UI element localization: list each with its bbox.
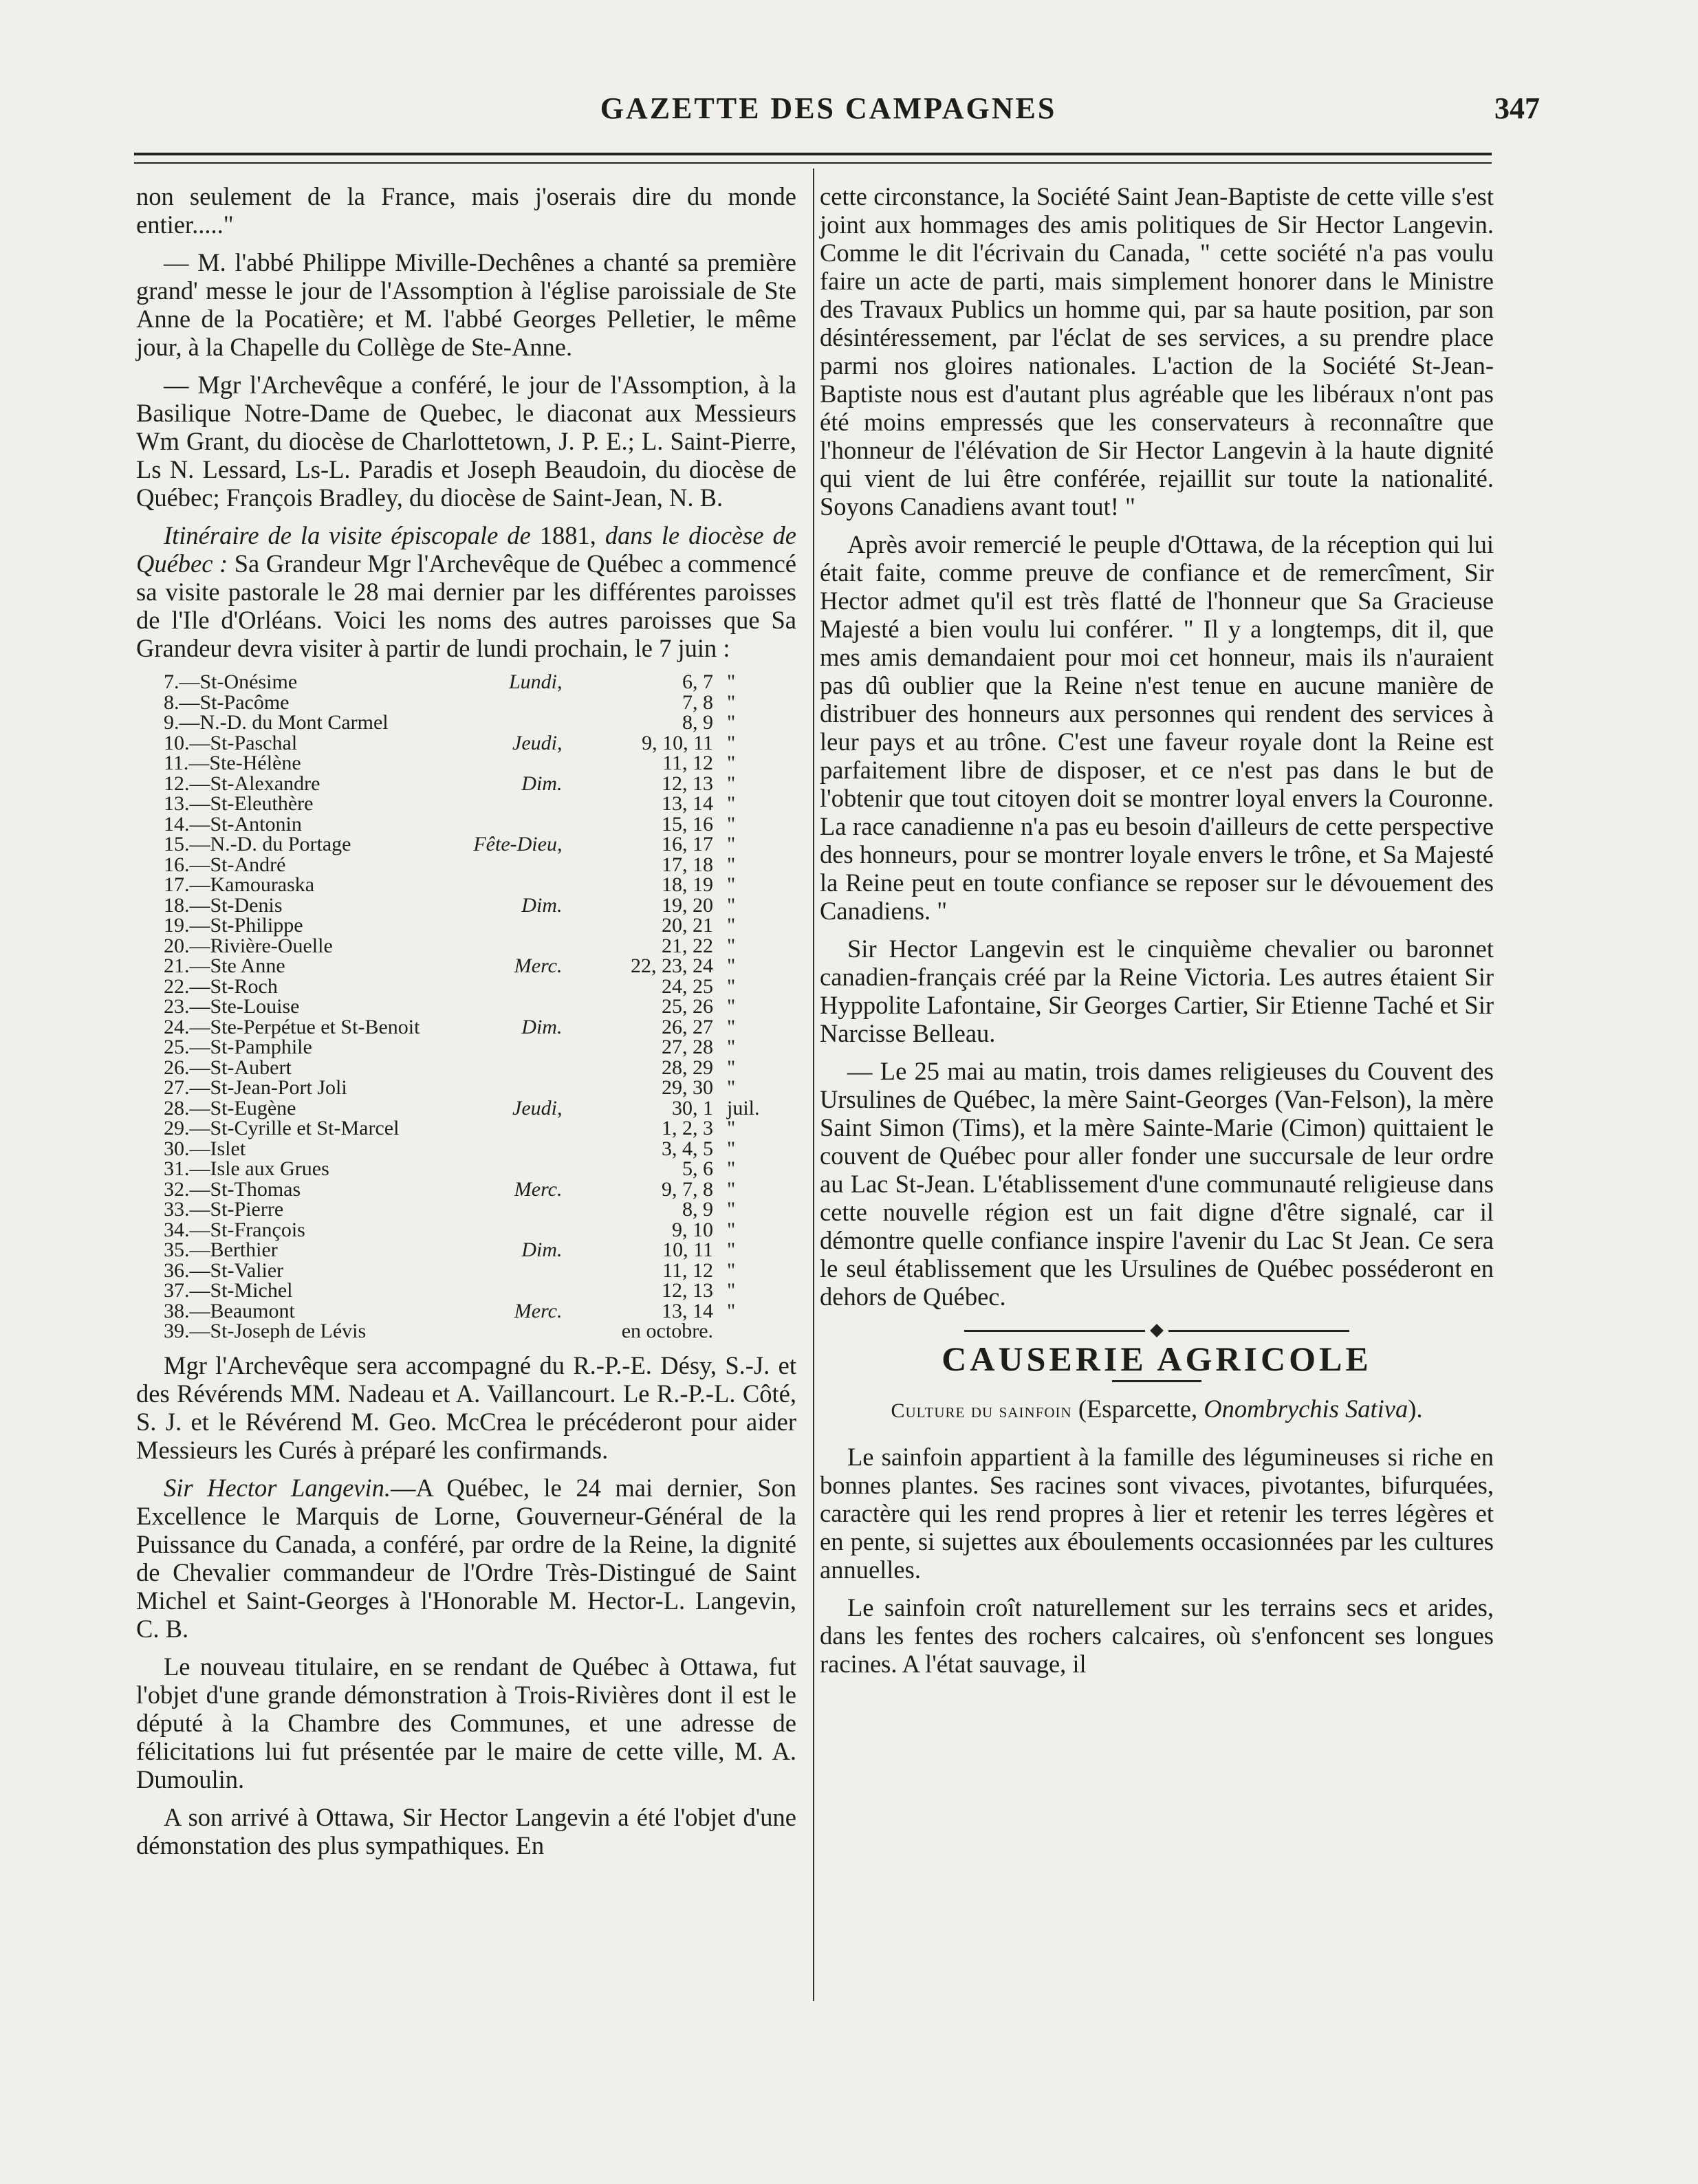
weekday	[471, 814, 573, 835]
weekday	[471, 1037, 573, 1058]
itinerary-row	[164, 996, 769, 1017]
itinerary-row	[164, 834, 769, 855]
ditto: "	[727, 792, 736, 815]
itinerary-row	[164, 976, 769, 997]
ditto: "	[727, 1056, 736, 1079]
itinerary-row	[164, 1118, 769, 1139]
itinerary-row	[164, 1058, 769, 1078]
parish-name: 19.—St-Philippe	[164, 914, 303, 937]
ditto: "	[727, 1036, 736, 1058]
paragraph: Le nouveau titulaire, en se rendant de Québec à Ottawa, fut l'objet d'une grande démonstration à Trois-Rivières dont il est le député à la Chambre des Communes, et une adresse de félicitations lui fut présentée par le maire de cette ville, M. A. Dumoulin.	[136, 1652, 796, 1793]
itinerary-row	[164, 794, 769, 814]
subheading	[820, 1395, 1494, 1425]
parish-name: 24.—Ste-Perpétue et St-Benoit	[164, 1015, 420, 1038]
subheading-lead: Culture du sainfoin	[891, 1399, 1072, 1422]
parish-name: 23.—Ste-Louise	[164, 995, 300, 1018]
dates: 6, 7	[682, 670, 714, 693]
itinerary-row	[164, 692, 769, 713]
parish-name: 34.—St-François	[164, 1218, 305, 1241]
weekday: Fête-Dieu,	[473, 833, 563, 855]
itinerary-row	[164, 915, 769, 936]
dates: 13, 14	[662, 792, 714, 815]
dates: 17, 18	[662, 853, 714, 876]
dates: 21, 22	[662, 934, 714, 957]
weekday	[471, 915, 573, 936]
itinerary-row	[164, 855, 769, 875]
paragraph: A son arrivé à Ottawa, Sir Hector Langevin a été l'objet d'une démonstation des plus sympathiques. En	[136, 1802, 796, 1859]
itinerary-row	[164, 1240, 769, 1260]
parish-name: 9.—N.-D. du Mont Carmel	[164, 711, 389, 734]
parish-name: 25.—St-Pamphile	[164, 1036, 312, 1058]
paragraph: non seulement de la France, mais j'oserais dire du monde entier....."	[136, 182, 796, 239]
ditto: "	[727, 1015, 736, 1038]
dates: 8, 9	[682, 1198, 714, 1221]
dates: 11, 12	[662, 752, 714, 774]
itinerary-row	[164, 875, 769, 895]
parish-name: 33.—St-Pierre	[164, 1198, 284, 1221]
header-rule-thin	[134, 162, 1492, 164]
weekday	[471, 855, 573, 875]
section-ornament	[964, 1326, 1349, 1335]
dates: 12, 13	[662, 1279, 714, 1302]
ditto: "	[727, 1137, 736, 1160]
parish-name: 12.—St-Alexandre	[164, 772, 320, 795]
article-heading: Sir Hector Langevin.	[164, 1473, 391, 1502]
parish-name: 16.—St-André	[164, 853, 286, 876]
dates: 3, 4, 5	[662, 1137, 714, 1160]
itinerary-intro	[136, 521, 796, 662]
dates: 16, 17	[662, 833, 714, 855]
itinerary-row	[164, 1301, 769, 1322]
ditto: "	[727, 731, 736, 754]
ditto: "	[727, 1299, 736, 1322]
parish-name: 10.—St-Paschal	[164, 731, 298, 754]
parish-name: 15.—N.-D. du Portage	[164, 833, 351, 855]
page-header	[117, 91, 1540, 132]
itinerary-row	[164, 895, 769, 916]
weekday: Merc.	[514, 1177, 563, 1201]
weekday: Jeudi,	[512, 731, 563, 754]
dates: 9, 10, 11	[642, 731, 714, 754]
weekday	[471, 875, 573, 895]
ditto: "	[727, 914, 736, 937]
paragraph: — M. l'abbé Philippe Miville-Dechênes a chanté sa première grand' messe le jour de l'Assomption à l'église paroissiale de Ste Anne de la Pocatière; et M. l'abbé Georges Pelletier, le même jour, à la Chapelle du Collège de Ste-Anne.	[136, 248, 796, 361]
ditto: "	[727, 1218, 736, 1241]
dates: 26, 27	[662, 1015, 714, 1038]
dates: 8, 9	[682, 711, 714, 734]
subheading-text: (Esparcette,	[1071, 1395, 1204, 1423]
itinerary-heading-2: dans le diocèse de Québec :	[136, 521, 796, 578]
parish-name: 30.—Islet	[164, 1137, 246, 1160]
parish-name: 32.—St-Thomas	[164, 1177, 301, 1201]
weekday	[471, 753, 573, 774]
weekday	[471, 712, 573, 733]
itinerary-row	[164, 1220, 769, 1241]
dates: 29, 30	[662, 1076, 714, 1099]
parish-name: 35.—Berthier	[164, 1238, 278, 1261]
latin-name: Onombrychis Sativa	[1204, 1395, 1408, 1423]
dates: 11, 12	[662, 1258, 714, 1282]
parish-name: 37.—St-Michel	[164, 1279, 293, 1302]
ditto: "	[727, 812, 736, 836]
paragraph: — Le 25 mai au matin, trois dames religieuses du Couvent des Ursulines de Québec, la mère Saint-Georges (Van-Felson), la mère Saint Simon (Tims), et la mère Sainte-Marie (Cimon) quittaient le couvent de Québec pour aller fonder une succursale de leur ordre au Lac St-Jean. L'établissement d'une communauté religieuse dans cette nouvelle région est un fait digne d'être signalé, car il démontre quelle confiance inspire l'avenir du Lac St Jean. Ce sera le seul établissement que les Ursulines de Québec posséderont en dehors de Québec.	[820, 1057, 1494, 1311]
itinerary-row	[164, 712, 769, 733]
parish-name: 18.—St-Denis	[164, 893, 283, 917]
ditto: "	[727, 974, 736, 998]
weekday: Dim.	[521, 772, 563, 795]
page-number: 347	[1494, 91, 1540, 125]
itinerary-row	[164, 733, 769, 754]
weekday	[471, 1260, 573, 1281]
parish-name: 29.—St-Cyrille et St-Marcel	[164, 1117, 400, 1139]
itinerary-row	[164, 1037, 769, 1058]
itinerary-row	[164, 1179, 769, 1200]
ditto: "	[727, 995, 736, 1018]
ditto: "	[727, 853, 736, 876]
parish-name: 36.—St-Valier	[164, 1258, 284, 1282]
itinerary-row	[164, 1139, 769, 1159]
paragraph	[136, 1474, 796, 1643]
ditto: "	[727, 1117, 736, 1139]
dates: 20, 21	[662, 914, 714, 937]
paragraph: Le sainfoin croît naturellement sur les terrains secs et arides, dans les fentes des rochers calcaires, où s'enfoncent ses longues racines. A l'état sauvage, il	[820, 1593, 1494, 1678]
ditto: "	[727, 670, 736, 693]
ditto: "	[727, 711, 736, 734]
weekday	[471, 1280, 573, 1301]
paragraph: Après avoir remercié le peuple d'Ottawa, de la réception qui lui était faite, comme preuve de confiance et de remercîment, Sir Hector admet qu'il est très flatté de l'honneur que Sa Gracieuse Majesté a bien voulu lui conférer. " Il y a longtemps, dit il, que mes amis demandaient pour moi cet honneur, mais ils n'auraient pas dû oublier que la Reine n'est tenue en aucune manière de distribuer des honneurs aux personnes qui rendent des services à leur pays et au trône. C'est une faveur royale dont la Reine est parfaitement libre de disposer, et ce n'est pas dans le but de l'obtenir que tout citoyen doit se montrer loyal envers la Couronne. La race canadienne n'a pas eu besoin d'ailleurs de cette perspective des honneurs, pour se montrer loyale envers le trône, et Sa Majesté la Reine peut en toute confiance se reposer sur le dévouement des Canadiens. "	[820, 530, 1494, 925]
dates: 5, 6	[682, 1157, 714, 1180]
itinerary-row	[164, 1280, 769, 1301]
parish-name: 8.—St-Pacôme	[164, 690, 290, 714]
dates: 9, 7, 8	[662, 1177, 714, 1201]
weekday	[471, 976, 573, 997]
weekday	[471, 1220, 573, 1241]
paragraph: Mgr l'Archevêque sera accompagné du R.-P.-E. Désy, S.-J. et des Révérends MM. Nadeau et A. Vaillancourt. Le R.-P.-L. Côté, S. J. et le Révérend M. Geo. McCrea le précéderont pour aider Messieurs les Curés à préparé les confirmands.	[136, 1351, 796, 1464]
header-rule	[134, 153, 1492, 155]
parish-name: 38.—Beaumont	[164, 1299, 295, 1322]
weekday: Merc.	[514, 1299, 563, 1322]
weekday	[471, 794, 573, 814]
weekday: Dim.	[521, 1015, 563, 1038]
dates: 7, 8	[682, 690, 714, 714]
parish-name: 28.—St-Eugène	[164, 1096, 296, 1120]
title-rule	[1112, 1380, 1201, 1382]
paragraph: Sir Hector Langevin est le cinquième chevalier ou baronnet canadien-français créé par la Reine Victoria. Les autres étaient Sir Hyppolite Lafontaine, Sir Georges Cartier, Sir Etienne Taché et Sir Narcisse Belleau.	[820, 935, 1494, 1047]
parish-name: 22.—St-Roch	[164, 974, 278, 998]
paragraph: cette circonstance, la Société Saint Jean-Baptiste de cette ville s'est joint aux hommages des amis politiques de Sir Hector Langevin. Comme le dit l'écrivain du Canada, " cette société n'a pas voulu faire un acte de parti, mais simplement honorer dans le Ministre des Travaux Publics un homme qui, par sa haute position, par son désintéressement, par l'éclat de ses services, a su prendre place parmi nos gloires nationales. L'action de la Société St-Jean-Baptiste nous est d'autant plus agréable que les libéraux n'ont pas été moins empressés que les conservateurs à reconnaître que l'honneur de l'élévation de Sir Hector Langevin à la haute dignité qui vient de lui être conférée, rejaillit sur toute la nationalité. Soyons Canadiens avant tout! "	[820, 182, 1494, 521]
parish-name: 20.—Rivière-Ouelle	[164, 934, 333, 957]
ditto: "	[727, 893, 736, 917]
weekday	[471, 692, 573, 713]
ditto: "	[727, 873, 736, 896]
itinerary-row	[164, 1159, 769, 1179]
weekday	[471, 936, 573, 957]
itinerary-row	[164, 672, 769, 692]
section-title: CAUSERIE AGRICOLE	[941, 1340, 1372, 1378]
ditto: "	[727, 1238, 736, 1261]
itinerary-row	[164, 1199, 769, 1220]
dates: 27, 28	[662, 1036, 714, 1058]
weekday	[471, 1118, 573, 1139]
left-column	[136, 182, 796, 1869]
weekday: Dim.	[521, 1238, 563, 1261]
weekday	[471, 1321, 573, 1342]
weekday	[471, 1199, 573, 1220]
weekday: Merc.	[514, 954, 563, 977]
dates: 1, 2, 3	[662, 1117, 714, 1139]
dates: 22, 23, 24	[631, 954, 714, 977]
weekday	[471, 1139, 573, 1159]
itinerary-row	[164, 1260, 769, 1281]
paragraph: — Mgr l'Archevêque a conféré, le jour de l'Assomption, à la Basilique Notre-Dame de Quebec, le diaconat aux Messieurs Wm Grant, du diocèse de Charlottetown, J. P. E.; L. Saint-Pierre, Ls N. Lessard, Ls-L. Paradis et Joseph Beaudoin, du diocèse de Québec; François Bradley, du diocèse de Saint-Jean, N. B.	[136, 371, 796, 512]
ditto: juil.	[727, 1096, 760, 1120]
ditto: "	[727, 1258, 736, 1282]
dates: 10, 11	[662, 1238, 714, 1261]
dates: 28, 29	[662, 1056, 714, 1079]
itinerary-year: 1881,	[530, 521, 605, 549]
parish-name: 13.—St-Eleuthère	[164, 792, 314, 815]
ditto: "	[727, 690, 736, 714]
itinerary-row	[164, 1098, 769, 1119]
itinerary-row	[164, 1017, 769, 1038]
ditto: "	[727, 833, 736, 855]
parish-name: 7.—St-Onésime	[164, 670, 298, 693]
weekday: Jeudi,	[512, 1096, 563, 1120]
itinerary-table	[164, 672, 769, 1342]
parish-name: 26.—St-Aubert	[164, 1056, 292, 1079]
weekday	[471, 996, 573, 1017]
parish-name: 14.—St-Antonin	[164, 812, 302, 836]
parish-name: 17.—Kamouraska	[164, 873, 315, 896]
dates: en octobre.	[621, 1320, 714, 1342]
itinerary-row	[164, 753, 769, 774]
itinerary-row	[164, 956, 769, 976]
itinerary-row	[164, 1078, 769, 1098]
article-text: —A Québec, le 24 mai dernier, Son Excellence le Marquis de Lorne, Gouverneur-Général de la Puissance du Canada, a conféré, par ordre de la Reine, la dignité de Chevalier commandeur de l'Ordre Très-Distingué de Saint Michel et Saint-Georges à l'Honorable M. Hector-L. Langevin, C. B.	[136, 1473, 796, 1643]
ditto	[727, 1321, 769, 1342]
dates: 9, 10	[672, 1218, 714, 1241]
ditto: "	[727, 954, 736, 977]
dates: 13, 14	[662, 1299, 714, 1322]
ditto: "	[727, 752, 736, 774]
dates: 25, 26	[662, 995, 714, 1018]
dates: 24, 25	[662, 974, 714, 998]
ditto: "	[727, 772, 736, 795]
parish-name: 39.—St-Joseph de Lévis	[164, 1320, 367, 1342]
ditto: "	[727, 1076, 736, 1099]
itinerary-row	[164, 936, 769, 957]
column-separator	[813, 168, 814, 2001]
ditto: "	[727, 1177, 736, 1201]
itinerary-row	[164, 1321, 769, 1342]
weekday	[471, 1159, 573, 1179]
paragraph: Le sainfoin appartient à la famille des légumineuses si riche en bonnes plantes. Ses racines sont vivaces, pivotantes, bifurquées, caractère qui les rend propres à lier et retenir les terres légères et en pente, si sujettes aux éboulements occasionnées par les cultures annuelles.	[820, 1443, 1494, 1584]
itinerary-text: Sa Grandeur Mgr l'Archevêque de Québec a commencé sa visite pastorale le 28 mai dernier par les différentes paroisses de l'Ile d'Orléans. Voici les noms des autres paroisses que Sa Grandeur devra visiter à partir de lundi prochain, le 7 juin :	[136, 549, 796, 662]
subheading-end: ).	[1408, 1395, 1423, 1423]
ditto: "	[727, 1198, 736, 1221]
parish-name: 27.—St-Jean-Port Joli	[164, 1076, 347, 1099]
ditto: "	[727, 1157, 736, 1180]
ditto: "	[727, 934, 736, 957]
parish-name: 21.—Ste Anne	[164, 954, 285, 977]
weekday: Lundi,	[508, 670, 563, 693]
right-column	[820, 182, 1494, 1688]
itinerary-heading: Itinéraire de la visite épiscopale de	[164, 521, 531, 549]
dates: 12, 13	[662, 772, 714, 795]
dates: 15, 16	[662, 812, 714, 836]
weekday	[471, 1078, 573, 1098]
dates: 18, 19	[662, 873, 714, 896]
weekday: Dim.	[521, 893, 563, 917]
parish-name: 11.—Ste-Hélène	[164, 752, 301, 774]
itinerary-row	[164, 774, 769, 794]
weekday	[471, 1058, 573, 1078]
parish-name: 31.—Isle aux Grues	[164, 1157, 329, 1180]
dates: 30, 1	[672, 1096, 714, 1120]
newspaper-title: GAZETTE DES CAMPAGNES	[600, 91, 1057, 125]
itinerary-row	[164, 814, 769, 835]
ditto: "	[727, 1279, 736, 1302]
dates: 19, 20	[662, 893, 714, 917]
